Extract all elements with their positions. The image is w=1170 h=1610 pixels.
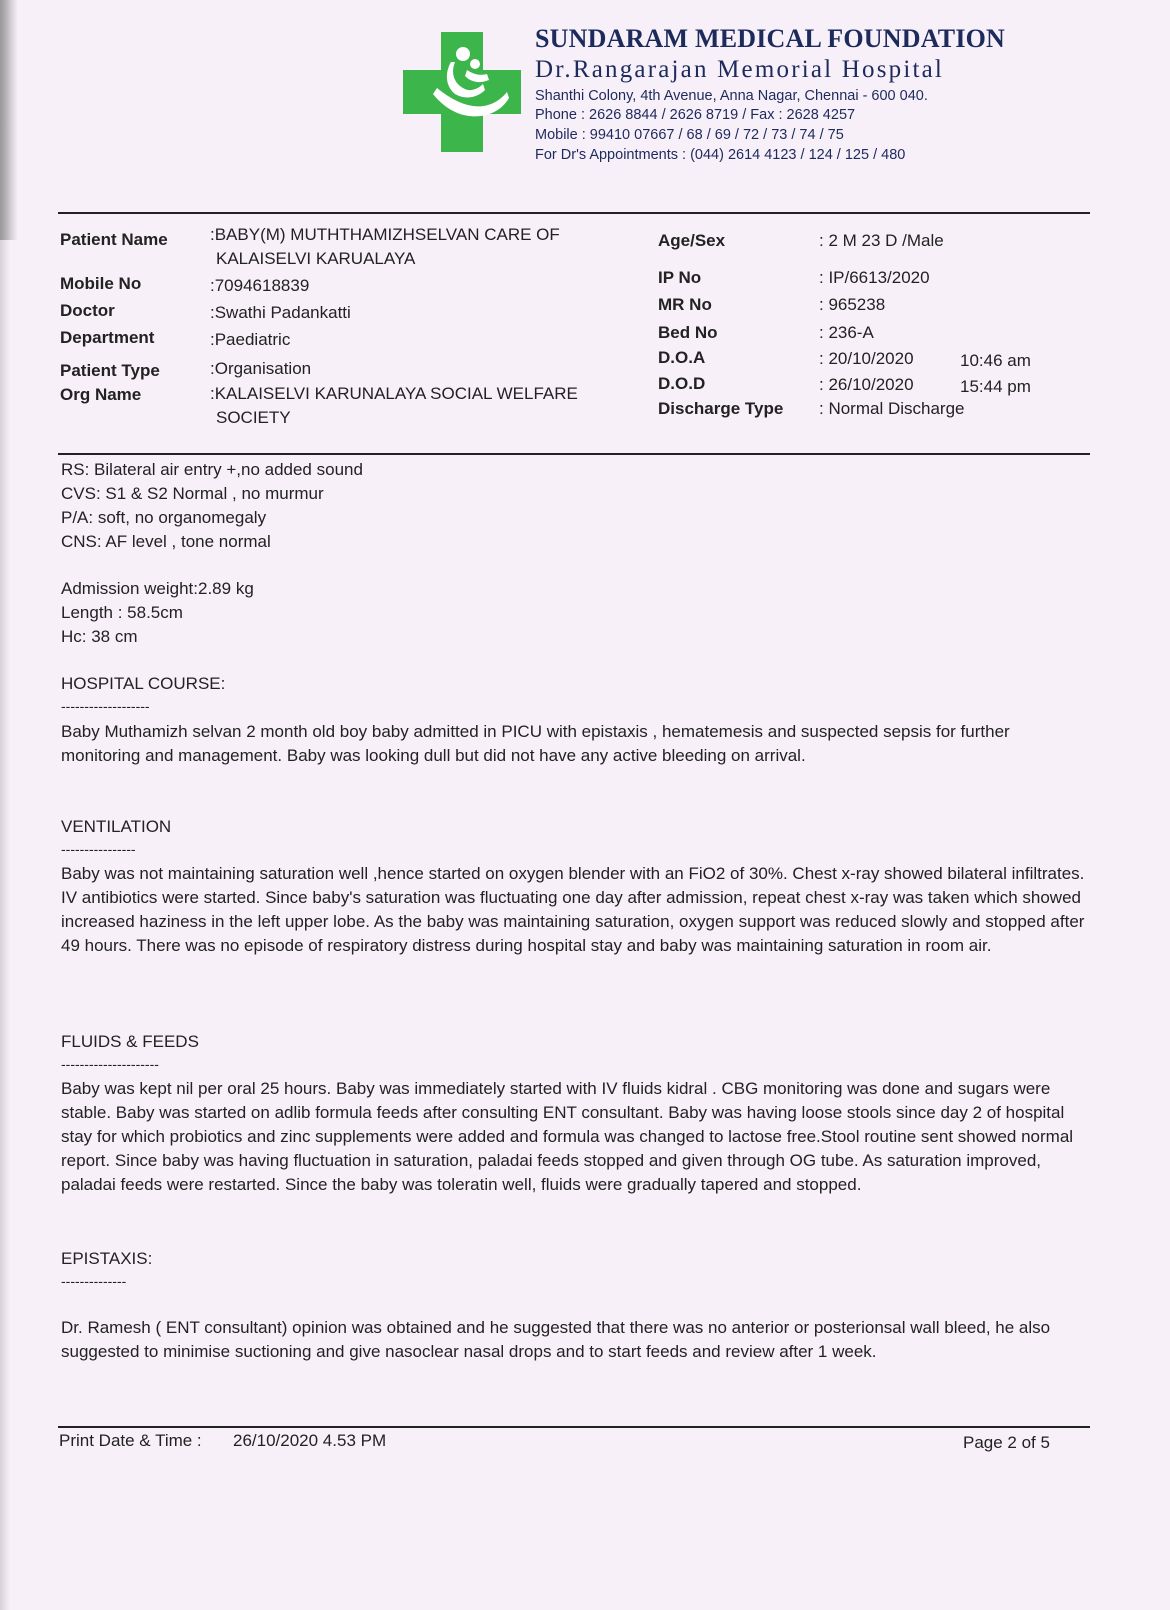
hospital-course-text: Baby Muthamizh selvan 2 month old boy baby admitted in PICU with epistaxis , hematemesis and suspected sepsis for further monitoring and management. Baby was looking dull but did not have any active bleeding on arrival. xyxy=(61,722,1010,765)
admission-weight: Admission weight:2.89 kg xyxy=(61,579,254,598)
org-name-value-2: SOCIETY xyxy=(216,408,291,427)
age-sex-label: Age/Sex xyxy=(658,231,726,250)
ventilation-text: Baby was not maintaining saturation well ,hence started on oxygen blender with an FiO2 of 30%. Chest x-ray showed bilateral infiltrates. IV antibiotics were started. Since baby's saturation was fluctuating one day after admission, repeat chest x-ray was taken which showed increased haziness in the left upper lobe. As the baby was maintaining saturation, oxygen support was reduced slowly and stopped after 49 hours. There was no episode of respiratory distress during hospital stay and baby was maintaining saturation in room air. xyxy=(61,864,1085,955)
hospital-mobile: Mobile : 99410 07667 / 68 / 69 / 72 / 73 / 74 / 75 xyxy=(535,127,844,143)
page-number: Page 2 of 5 xyxy=(963,1433,1050,1452)
discharge-type-value: : Normal Discharge xyxy=(819,399,965,418)
hospital-phone: Phone : 2626 8844 / 2626 8719 / Fax : 2628 4257 xyxy=(535,107,856,123)
ip-no-value: : IP/6613/2020 xyxy=(819,268,930,287)
mr-no-label: MR No xyxy=(658,295,712,314)
doa-date: : 20/10/2020 xyxy=(819,349,914,368)
patient-type-label: Patient Type xyxy=(60,361,160,380)
ventilation-underline: ---------------- xyxy=(61,841,136,857)
epistaxis-underline: -------------- xyxy=(61,1273,127,1289)
bed-no-label: Bed No xyxy=(658,323,718,342)
dod-label: D.O.D xyxy=(658,374,706,393)
hospital-subtitle: Dr.Rangarajan Memorial Hospital xyxy=(535,56,945,83)
info-divider xyxy=(58,453,1090,455)
org-name-value-1: :KALAISELVI KARUNALAYA SOCIAL WELFARE xyxy=(210,384,578,403)
doa-time: 10:46 am xyxy=(960,351,1031,370)
exam-pa: P/A: soft, no organomegaly xyxy=(61,508,267,527)
patient-name-value-1: :BABY(M) MUTHTHAMIZHSELVAN CARE OF xyxy=(210,225,560,244)
fluids-feeds-title: FLUIDS & FEEDS xyxy=(61,1032,199,1051)
department-label: Department xyxy=(60,328,155,347)
dod-date: : 26/10/2020 xyxy=(819,375,914,394)
print-date-label: Print Date & Time : xyxy=(59,1431,202,1450)
hospital-course-title: HOSPITAL COURSE: xyxy=(61,674,226,693)
patient-name-value-2: KALAISELVI KARUALAYA xyxy=(216,249,416,268)
fluids-feeds-text: Baby was kept nil per oral 25 hours. Baby was immediately started with IV fluids kidral . CBG monitoring was done and sugars were stable. Baby was started on adlib formula feeds after consulting ENT consultant. Baby was having loose stools since day 2 of hospital stay for which probiotics and zinc supplements were added and formula was changed to lactose free.Stool routine sent showed normal report. Since baby was having fluctuation in saturation, paladai feeds stopped and given through OG tube. As saturation improved, paladai feeds were restarted. Since the baby was toleratin well, fluids were gradually tapered and stopped. xyxy=(61,1079,1074,1194)
hospital-appointments: For Dr's Appointments : (044) 2614 4123 / 124 / 125 / 480 xyxy=(535,147,906,163)
scan-edge-gradient xyxy=(0,0,10,1610)
doa-label: D.O.A xyxy=(658,348,706,367)
hospital-address: Shanthi Colony, 4th Avenue, Anna Nagar, Chennai - 600 040. xyxy=(535,88,928,104)
age-sex-value: : 2 M 23 D /Male xyxy=(819,231,944,250)
ventilation-title: VENTILATION xyxy=(61,817,172,836)
mother-child-cross-icon xyxy=(403,32,521,152)
length: Length : 58.5cm xyxy=(61,603,183,622)
exam-cns: CNS: AF level , tone normal xyxy=(61,532,271,551)
discharge-type-label: Discharge Type xyxy=(658,399,784,418)
hospital-name: SUNDARAM MEDICAL FOUNDATION xyxy=(535,24,1006,53)
epistaxis-title: EPISTAXIS: xyxy=(61,1249,153,1268)
epistaxis-text: Dr. Ramesh ( ENT consultant) opinion was obtained and he suggested that there was no anterior or posterionsal wall bleed, he also suggested to minimise suctioning and give nasoclear nasal drops and to start feeds and review after 1 week. xyxy=(61,1318,1051,1361)
department-value: :Paediatric xyxy=(210,330,291,349)
dod-time: 15:44 pm xyxy=(960,377,1031,396)
print-date-value: 26/10/2020 4.53 PM xyxy=(233,1431,387,1450)
mr-no-value: : 965238 xyxy=(819,295,886,314)
ip-no-label: IP No xyxy=(658,268,702,287)
head-circumference: Hc: 38 cm xyxy=(61,627,138,646)
hospital-course-underline: ------------------- xyxy=(61,698,150,714)
header-divider xyxy=(58,212,1090,214)
doctor-value: :Swathi Padankatti xyxy=(210,303,351,322)
fluids-feeds-underline: --------------------- xyxy=(61,1056,159,1072)
patient-name-label: Patient Name xyxy=(60,230,168,249)
bed-no-value: : 236-A xyxy=(819,323,874,342)
mobile-label: Mobile No xyxy=(60,274,142,293)
patient-type-value: :Organisation xyxy=(210,359,312,378)
footer-divider xyxy=(58,1426,1090,1428)
doctor-label: Doctor xyxy=(60,301,115,320)
org-name-label: Org Name xyxy=(60,385,142,404)
exam-rs: RS: Bilateral air entry +,no added sound xyxy=(61,460,363,479)
mobile-value: :7094618839 xyxy=(210,276,310,295)
exam-cvs: CVS: S1 & S2 Normal , no murmur xyxy=(61,484,324,503)
